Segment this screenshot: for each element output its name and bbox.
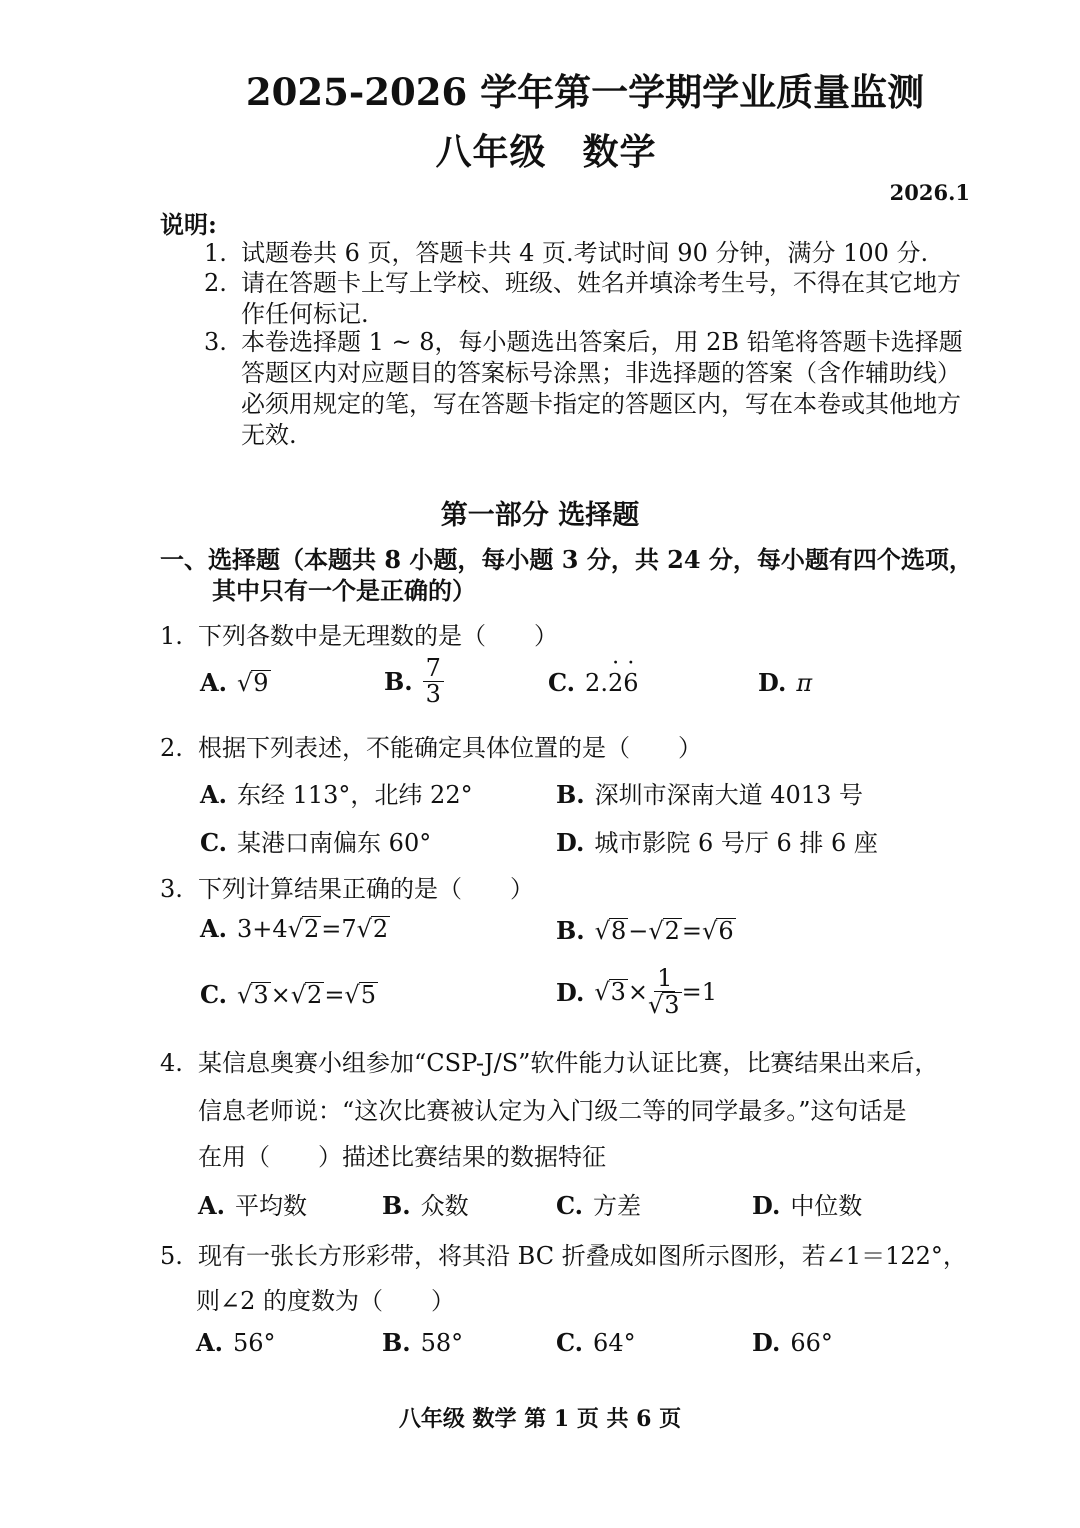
q1-option-c bbox=[548, 668, 639, 697]
radicand: 2 bbox=[372, 915, 389, 943]
option-label: D. bbox=[758, 668, 787, 697]
question-text: 下列计算结果正确的是（ ） bbox=[198, 875, 534, 903]
instruction-item bbox=[204, 327, 979, 451]
radicand: 3 bbox=[253, 981, 269, 1009]
fraction-numerator: 7 bbox=[423, 656, 444, 682]
section-title: 第一部分 选择题 bbox=[440, 500, 640, 531]
option-label: D. bbox=[752, 1328, 781, 1357]
radicand: 3 bbox=[610, 978, 626, 1007]
option-label: C. bbox=[556, 1191, 584, 1220]
option-text: 64° bbox=[593, 1329, 636, 1357]
question-4-line2: 信息老师说：“这次比赛被认定为入门级二等的同学最多。”这句话是 bbox=[198, 1097, 907, 1125]
question-text-line1: 现有一张长方形彩带，将其沿 BC 折叠成如图所示图形，若∠1＝122°， bbox=[198, 1242, 967, 1270]
option-text: 众数 bbox=[420, 1192, 469, 1220]
exam-date: 2026.1 bbox=[889, 180, 970, 205]
option-label: D. bbox=[752, 1191, 781, 1220]
option-text: 中位数 bbox=[790, 1192, 863, 1220]
decimal-prefix: 2. bbox=[585, 669, 608, 697]
instruction-text: 试题卷共 6 页，答题卡共 4 页.考试时间 90 分钟，满分 100 分. bbox=[241, 239, 929, 267]
question-number: 4. bbox=[160, 1049, 183, 1077]
option-label: C. bbox=[200, 828, 228, 857]
instruction-text: 本卷选择题 1 ~ 8，每小题选出答案后，用 2B 铅笔将答题卡选择题答题区内对应题目的答案标号涂黑；非选择题的答案（含作辅助线）必须用规定的笔，写在答题卡指定的答题区内，写在本卷或其他地方无效. bbox=[241, 328, 963, 449]
q4-option-d bbox=[752, 1186, 862, 1221]
question-5-line2: 则∠2 的度数为（ ） bbox=[196, 1287, 456, 1315]
q3-option-c: C. √3×√2=√5 bbox=[200, 980, 376, 1009]
q3-option-b: B. √8−√2=√6 bbox=[556, 916, 734, 945]
fraction-denominator: 3 bbox=[425, 680, 441, 709]
instruction-number: 1. bbox=[204, 239, 227, 267]
q3-option-d: D. √3× $\frac{1}{√3}$ =1 bbox=[556, 964, 717, 1020]
option-label: D. bbox=[556, 828, 585, 857]
q4-option-c bbox=[556, 1186, 641, 1221]
instruction-number: 3. bbox=[204, 328, 227, 356]
instruction-item bbox=[204, 268, 979, 330]
page-footer: 八年级 数学 第 1 页 共 6 页 bbox=[398, 1406, 682, 1432]
radicand: 2 bbox=[307, 981, 323, 1009]
option-label: B. bbox=[382, 1328, 411, 1357]
option-text: 某港口南偏东 60° bbox=[237, 829, 432, 857]
option-label: A. bbox=[200, 668, 227, 697]
question-5 bbox=[160, 1236, 967, 1271]
q5-option-a bbox=[196, 1328, 276, 1357]
operator: − bbox=[628, 917, 649, 945]
q1-option-a: A. √9 bbox=[200, 668, 269, 697]
option-text: 58° bbox=[420, 1329, 464, 1357]
option-text: 66° bbox=[790, 1329, 833, 1357]
question-4 bbox=[160, 1043, 938, 1078]
option-label: C. bbox=[556, 1328, 584, 1357]
option-label: A. bbox=[196, 1328, 223, 1357]
operator: = bbox=[324, 981, 345, 1009]
option-label: B. bbox=[384, 667, 413, 697]
question-number: 5. bbox=[160, 1242, 183, 1270]
q4-option-a bbox=[198, 1186, 307, 1221]
option-label: B. bbox=[556, 780, 585, 809]
question-2 bbox=[160, 728, 702, 763]
option-label: C. bbox=[200, 980, 228, 1009]
radicand: 5 bbox=[360, 981, 376, 1009]
radicand: 3 bbox=[664, 991, 680, 1020]
grade-label: 八年级 bbox=[435, 131, 547, 173]
operator: × bbox=[627, 978, 648, 1007]
q2-option-a bbox=[200, 775, 473, 810]
question-text: 下列各数中是无理数的是（ ） bbox=[198, 622, 558, 650]
option-label: B. bbox=[556, 916, 585, 945]
q1-option-d bbox=[758, 668, 812, 697]
option-text: 东经 113°，北纬 22° bbox=[236, 781, 473, 809]
q2-option-d bbox=[556, 823, 878, 858]
radicand: 2 bbox=[664, 917, 680, 945]
question-3 bbox=[160, 869, 534, 904]
option-text: 方差 bbox=[593, 1192, 642, 1220]
q3-option-a: A. 3+4√2=7√2 bbox=[200, 914, 389, 943]
question-text-line1: 某信息奥赛小组参加“CSP-J/S”软件能力认证比赛，比赛结果出来后， bbox=[198, 1049, 939, 1077]
instruction-text: 请在答题卡上写上学校、班级、姓名并填涂考生号，不得在其它地方作任何标记. bbox=[241, 269, 961, 328]
question-1 bbox=[160, 616, 558, 651]
option-label: D. bbox=[556, 977, 585, 1007]
question-number: 1. bbox=[160, 622, 183, 650]
exam-subtitle bbox=[6, 124, 1080, 175]
operator: = bbox=[681, 917, 703, 945]
option-text: 深圳市深南大道 4013 号 bbox=[594, 781, 863, 809]
instruction-number: 2. bbox=[204, 269, 227, 297]
q5-option-c bbox=[556, 1328, 636, 1357]
instructions-heading: 说明: bbox=[160, 210, 217, 239]
operator: =1 bbox=[681, 978, 717, 1007]
q2-option-b bbox=[556, 775, 863, 810]
q1-option-b bbox=[384, 656, 444, 707]
option-label: A. bbox=[200, 914, 227, 943]
part-heading-line1: 一、选择题（本题共 8 小题，每小题 3 分，共 24 分，每小题有四个选项， bbox=[160, 545, 973, 574]
option-text: π bbox=[796, 669, 813, 697]
question-number: 3. bbox=[160, 875, 183, 903]
option-label: B. bbox=[382, 1191, 411, 1220]
radicand: 9 bbox=[253, 669, 269, 697]
q5-option-b bbox=[382, 1328, 463, 1357]
fraction-numerator: 1 bbox=[654, 966, 675, 992]
option-text: 城市影院 6 号厅 6 排 6 座 bbox=[594, 829, 878, 857]
option-label: A. bbox=[200, 780, 227, 809]
question-number: 2. bbox=[160, 734, 183, 762]
radicand: 8 bbox=[610, 917, 627, 945]
part-heading bbox=[160, 544, 980, 606]
q2-option-c bbox=[200, 823, 431, 858]
q4-option-b bbox=[382, 1186, 469, 1221]
instruction-item bbox=[204, 238, 979, 269]
option-text: 56° bbox=[232, 1329, 276, 1357]
repeating-digit: · 6 bbox=[623, 669, 638, 697]
radicand: 6 bbox=[718, 917, 734, 945]
option-label: A. bbox=[198, 1191, 225, 1220]
expr-part: 3+4 bbox=[236, 915, 288, 943]
question-4-line3: 在用（ ）描述比赛结果的数据特征 bbox=[198, 1143, 606, 1171]
radicand: 2 bbox=[303, 915, 320, 943]
question-text: 根据下列表述，不能确定具体位置的是（ ） bbox=[198, 734, 702, 762]
subject-label: 数学 bbox=[582, 131, 657, 173]
exam-title: 2025-2026 学年第一学期学业质量监测 bbox=[245, 70, 925, 114]
expr-part: =7 bbox=[321, 915, 357, 943]
repeating-digit: · 2 bbox=[608, 669, 623, 697]
option-text: 平均数 bbox=[234, 1192, 307, 1220]
operator: × bbox=[270, 981, 291, 1009]
q5-option-d bbox=[752, 1328, 833, 1357]
part-heading-line2: 其中只有一个是正确的） bbox=[212, 576, 476, 605]
option-label: C. bbox=[548, 668, 576, 697]
